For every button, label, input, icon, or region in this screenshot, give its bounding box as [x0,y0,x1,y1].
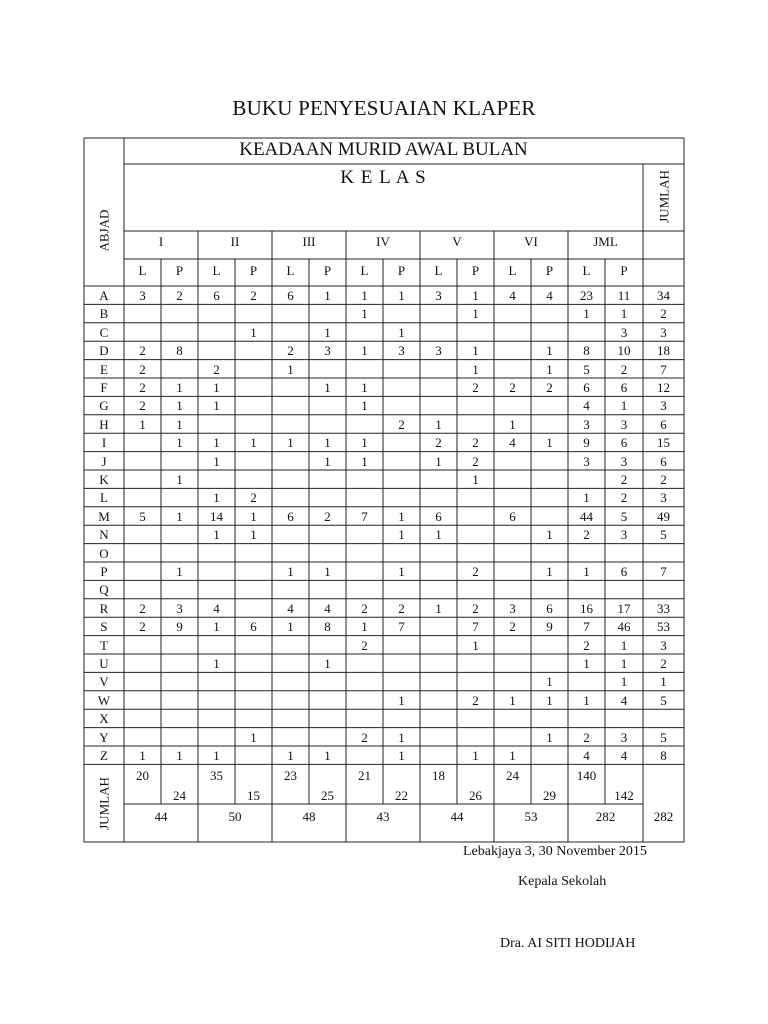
table-cell: 1 [139,416,146,432]
table-cell: 10 [617,343,631,359]
table-cell: 14 [210,508,223,524]
class-heading-4: IV [376,234,390,249]
row-letter: K [99,472,109,487]
table-cell: 1 [213,619,220,635]
table-cell: 3 [435,343,442,359]
table-cell: 1 [398,324,405,340]
table-cell: 1 [213,398,220,414]
table-cell: 2 [361,600,368,616]
table-cell: 1 [472,748,479,763]
table-cell: 2 [398,600,405,616]
table-cell: 1 [472,306,479,322]
table-cell: 1 [324,380,331,395]
table-cell: 3 [139,288,146,303]
lp-heading-p: P [175,263,184,278]
table-cell: 2 [472,453,479,469]
table-cell: 46 [617,619,631,635]
table-cell: 2 [139,398,146,414]
row-letter: Y [99,729,109,745]
table-cell: 16 [580,600,593,616]
table-cell: 1 [546,729,553,745]
table-cell: 1 [620,674,628,690]
table-cell: 2 [398,416,405,432]
row-letter: E [100,361,108,377]
table-cell: 2 [139,619,146,635]
row-letter: R [99,600,109,616]
table-cell: 2 [435,435,442,451]
table-cell: 1 [287,361,294,377]
table-cell: 1 [546,674,553,690]
table-cell: 3 [660,398,667,414]
table-cell: 2 [472,600,479,616]
total-p: 26 [469,788,482,804]
table-cell: 1 [472,637,479,653]
table-cell: 7 [361,508,368,524]
table-cell: 7 [583,619,590,635]
table-cell: 3 [660,490,667,506]
table-cell: 8 [176,343,183,359]
total-l: 140 [576,768,597,784]
table-cell: 1 [361,343,368,359]
total-p: 15 [247,788,260,804]
lp-heading-l: L [582,263,591,278]
table-cell: 4 [620,748,628,763]
table-cell: 2 [660,306,667,322]
kelas-heading: K E L A S [340,167,427,188]
total-sum: 44 [450,809,464,824]
table-cell: 1 [324,324,331,340]
table-cell: 1 [583,490,590,506]
table-cell: 3 [620,416,628,432]
table-cell: 1 [620,656,628,671]
table-cell: 4 [509,435,516,451]
lp-heading-p: P [323,263,332,278]
total-l: 23 [284,768,297,784]
class-heading-1: I [158,234,164,249]
lp-heading-p: P [249,263,258,278]
table-cell: 3 [176,600,183,616]
table-cell: 6 [287,288,294,303]
table-cell: 2 [287,343,294,359]
table-cell: 6 [620,564,628,579]
table-cell: 12 [657,380,670,395]
table-cell: 2 [660,472,667,487]
table-cell: 1 [583,656,590,671]
table-cell: 1 [250,527,257,543]
table-cell: 2 [509,380,516,395]
table-cell: 1 [250,729,257,745]
table-cell: 1 [213,748,220,763]
row-letter: W [97,692,111,708]
table-cell: 1 [324,748,331,763]
table-cell: 1 [176,564,183,579]
row-letter: O [99,545,109,561]
class-heading-3: III [302,234,316,249]
row-letter: M [98,508,110,524]
table-cell: 1 [546,343,553,359]
lp-heading-p: P [397,263,406,278]
table-cell: 4 [509,288,516,303]
table-cell: 1 [324,453,331,469]
table-cell: 1 [361,453,368,469]
table-cell: 2 [176,288,183,303]
jumlah-heading: JUMLAH [656,170,671,223]
table-cell: 6 [250,619,257,635]
table-cell: 7 [398,619,405,635]
table-cell: 2 [139,600,146,616]
table-cell: 1 [213,490,220,506]
total-p: 142 [614,788,634,804]
table-cell: 4 [287,600,294,616]
table-cell: 17 [617,600,631,616]
abjad-heading: ABJAD [96,209,112,252]
row-letter: L [100,490,108,506]
table-cell: 6 [213,288,220,303]
table-cell: 5 [620,508,628,524]
table-cell: 4 [583,398,590,414]
table-cell: 2 [620,361,628,377]
table-cell: 6 [287,508,294,524]
table-cell: 6 [620,435,628,451]
table-cell: 8 [583,343,590,359]
table-cell: 1 [361,619,368,635]
table-cell: 2 [139,361,146,377]
footer-signatory-name: Dra. AI SITI HODIJAH [500,936,636,951]
table-cell: 1 [472,343,479,359]
table-cell: 3 [620,729,628,745]
table-cell: 5 [139,508,146,524]
table-cell: 1 [472,472,479,487]
table-cell: 1 [546,361,553,377]
row-letter: U [99,656,109,671]
row-letter: C [99,324,109,340]
table-cell: 1 [176,416,183,432]
table-cell: 1 [583,306,590,322]
table-cell: 2 [472,564,479,579]
table-cell: 9 [176,619,183,635]
row-letter: S [100,619,108,635]
total-sum: 43 [376,809,390,824]
table-cell: 2 [139,380,146,395]
total-sum: 48 [302,809,316,824]
table-cell: 7 [660,564,667,579]
table-cell: 3 [583,453,590,469]
table-cell: 2 [361,637,368,653]
table-cell: 1 [435,600,442,616]
class-heading-7: JML [593,234,618,249]
keadaan-heading: KEADAAN MURID AWAL BULAN [239,139,528,160]
lp-heading-p: P [620,263,628,278]
total-l: 35 [210,768,223,784]
table-cell: 2 [213,361,220,377]
table-cell: 6 [509,508,516,524]
table-cell: 2 [250,288,257,303]
lp-heading-l: L [508,263,517,278]
total-sum: 53 [524,809,538,824]
table-cell: 3 [509,600,516,616]
table-cell: 3 [620,453,628,469]
table-cell: 3 [620,527,628,543]
total-p: 24 [173,788,186,804]
table-cell: 1 [398,729,405,745]
table-cell: 15 [657,435,670,451]
lp-heading-l: L [360,263,369,278]
table-cell: 1 [213,435,220,451]
table-cell: 1 [176,435,183,451]
table-cell: 1 [213,380,220,395]
table-cell: 1 [620,306,628,322]
total-sum: 50 [228,809,242,824]
table-cell: 3 [435,288,442,303]
table-cell: 34 [657,288,670,303]
row-letter: A [99,288,109,303]
lp-heading-l: L [138,263,147,278]
table-cell: 4 [546,288,553,303]
row-letter: B [99,306,109,322]
table-cell: 9 [546,619,553,635]
table-cell: 1 [546,435,553,451]
table-cell: 1 [250,508,257,524]
table-cell: 1 [324,288,331,303]
table-cell: 6 [620,380,628,395]
table-cell: 3 [398,343,405,359]
class-heading-6: VI [524,234,538,249]
table-cell: 1 [139,748,146,763]
table-cell: 2 [620,472,628,487]
table-cell: 6 [660,416,667,432]
table-cell: 3 [583,416,590,432]
table-cell: 1 [435,416,442,432]
page-title: BUKU PENYESUAIAN KLAPER [232,96,536,120]
total-sum: 282 [595,809,616,824]
table-cell: 1 [213,453,220,469]
table-cell: 5 [660,692,667,708]
table-cell: 4 [583,748,590,763]
table-cell: 7 [472,619,479,635]
total-l: 18 [432,768,445,784]
lp-heading-l: L [212,263,221,278]
table-cell: 8 [324,619,331,635]
table-cell: 1 [176,508,183,524]
table-cell: 1 [398,564,405,579]
table-cell: 1 [361,380,368,395]
table-cell: 1 [660,674,667,690]
table-cell: 1 [583,692,590,708]
table-cell: 1 [546,564,553,579]
table-cell: 2 [472,692,479,708]
table-cell: 1 [546,692,553,708]
row-letter: T [100,637,108,653]
table-cell: 2 [324,508,331,524]
row-letter: N [99,527,109,543]
total-sum: 44 [154,809,168,824]
table-cell: 53 [657,619,670,635]
grand-total: 282 [653,809,674,825]
table-cell: 1 [398,692,405,708]
table-cell: 1 [620,398,628,414]
table-cell: 5 [660,729,667,745]
table-cell: 44 [580,508,593,524]
totals-jumlah-label: JUMLAH [96,777,112,831]
table-cell: 1 [509,748,516,763]
table-cell: 1 [324,564,331,579]
table-cell: 1 [176,748,183,763]
row-letter: I [101,435,107,451]
table-cell: 1 [509,416,516,432]
table-cell: 1 [250,324,257,340]
table-cell: 1 [287,748,294,763]
table-cell: 2 [546,380,553,395]
table-cell: 6 [583,380,590,395]
lp-heading-p: P [471,263,480,278]
table-cell: 1 [361,398,368,414]
row-letter: V [99,674,109,690]
class-heading-5: V [452,234,462,249]
table-cell: 2 [472,435,479,451]
table-cell: 5 [660,527,667,543]
table-cell: 1 [398,508,405,524]
table-cell: 1 [250,435,257,451]
table-cell: 2 [472,380,479,395]
total-p: 25 [321,788,334,804]
table-cell: 1 [287,435,294,451]
lp-heading-p: P [545,263,554,278]
table-cell: 3 [660,324,667,340]
table-cell: 1 [398,288,405,303]
table-cell: 2 [583,527,590,543]
row-letter: H [99,416,109,432]
table-cell: 1 [472,361,479,377]
lp-heading-l: L [286,263,295,278]
total-l: 20 [136,768,149,784]
table-cell: 2 [660,656,667,671]
table-cell: 1 [620,637,628,653]
table-cell: 6 [660,453,667,469]
table-cell: 1 [398,527,405,543]
class-heading-2: II [230,234,240,249]
table-cell: 1 [509,692,516,708]
row-letter: G [99,398,109,414]
table-cell: 1 [361,435,368,451]
table-cell: 6 [546,600,553,616]
table-cell: 3 [324,343,331,359]
table-cell: 2 [139,343,146,359]
table-cell: 1 [472,288,479,303]
total-l: 21 [358,768,371,784]
table-cell: 1 [435,527,442,543]
table-cell: 1 [361,288,368,303]
table-cell: 1 [213,527,220,543]
total-p: 29 [543,788,556,804]
table-cell: 1 [583,564,590,579]
table-cell: 33 [657,600,670,616]
table-cell: 9 [583,435,590,451]
table-cell: 1 [287,564,294,579]
table-cell: 2 [250,490,257,506]
footer-place-date: Lebakjaya 3, 30 November 2015 [463,844,647,859]
table-cell: 1 [398,748,405,763]
table-cell: 4 [324,600,331,616]
row-letter: J [101,453,107,469]
table-cell: 7 [660,361,667,377]
row-letter: F [100,380,108,395]
table-cell: 1 [324,656,331,671]
total-l: 24 [506,768,519,784]
footer-role: Kepala Sekolah [518,874,607,889]
table-cell: 23 [580,288,593,303]
table-cell: 2 [361,729,368,745]
table-cell: 4 [213,600,220,616]
table-cell: 5 [583,361,590,377]
table-cell: 2 [509,619,516,635]
table-cell: 1 [213,656,220,671]
table-cell: 6 [435,508,442,524]
table-cell: 4 [620,692,628,708]
table-cell: 11 [617,288,631,303]
table-cell: 2 [620,490,628,506]
table-cell: 3 [660,637,667,653]
table-cell: 1 [176,380,183,395]
table-cell: 1 [287,619,294,635]
table-cell: 2 [583,729,590,745]
row-letter: D [99,343,109,359]
row-letter: P [100,564,108,579]
table-cell: 1 [176,398,183,414]
lp-heading-l: L [434,263,443,278]
table-cell: 49 [657,508,670,524]
table-cell: 8 [660,748,667,763]
row-letter: Q [99,582,109,598]
table-cell: 1 [435,453,442,469]
table-cell: 1 [324,435,331,451]
table-cell: 1 [176,472,183,487]
total-p: 22 [395,788,408,804]
table-cell: 18 [657,343,670,359]
table-cell: 1 [546,527,553,543]
table-cell: 1 [361,306,368,322]
table-cell: 2 [583,637,590,653]
row-letter: Z [100,748,108,763]
table-cell: 3 [620,324,628,340]
row-letter: X [99,711,109,727]
